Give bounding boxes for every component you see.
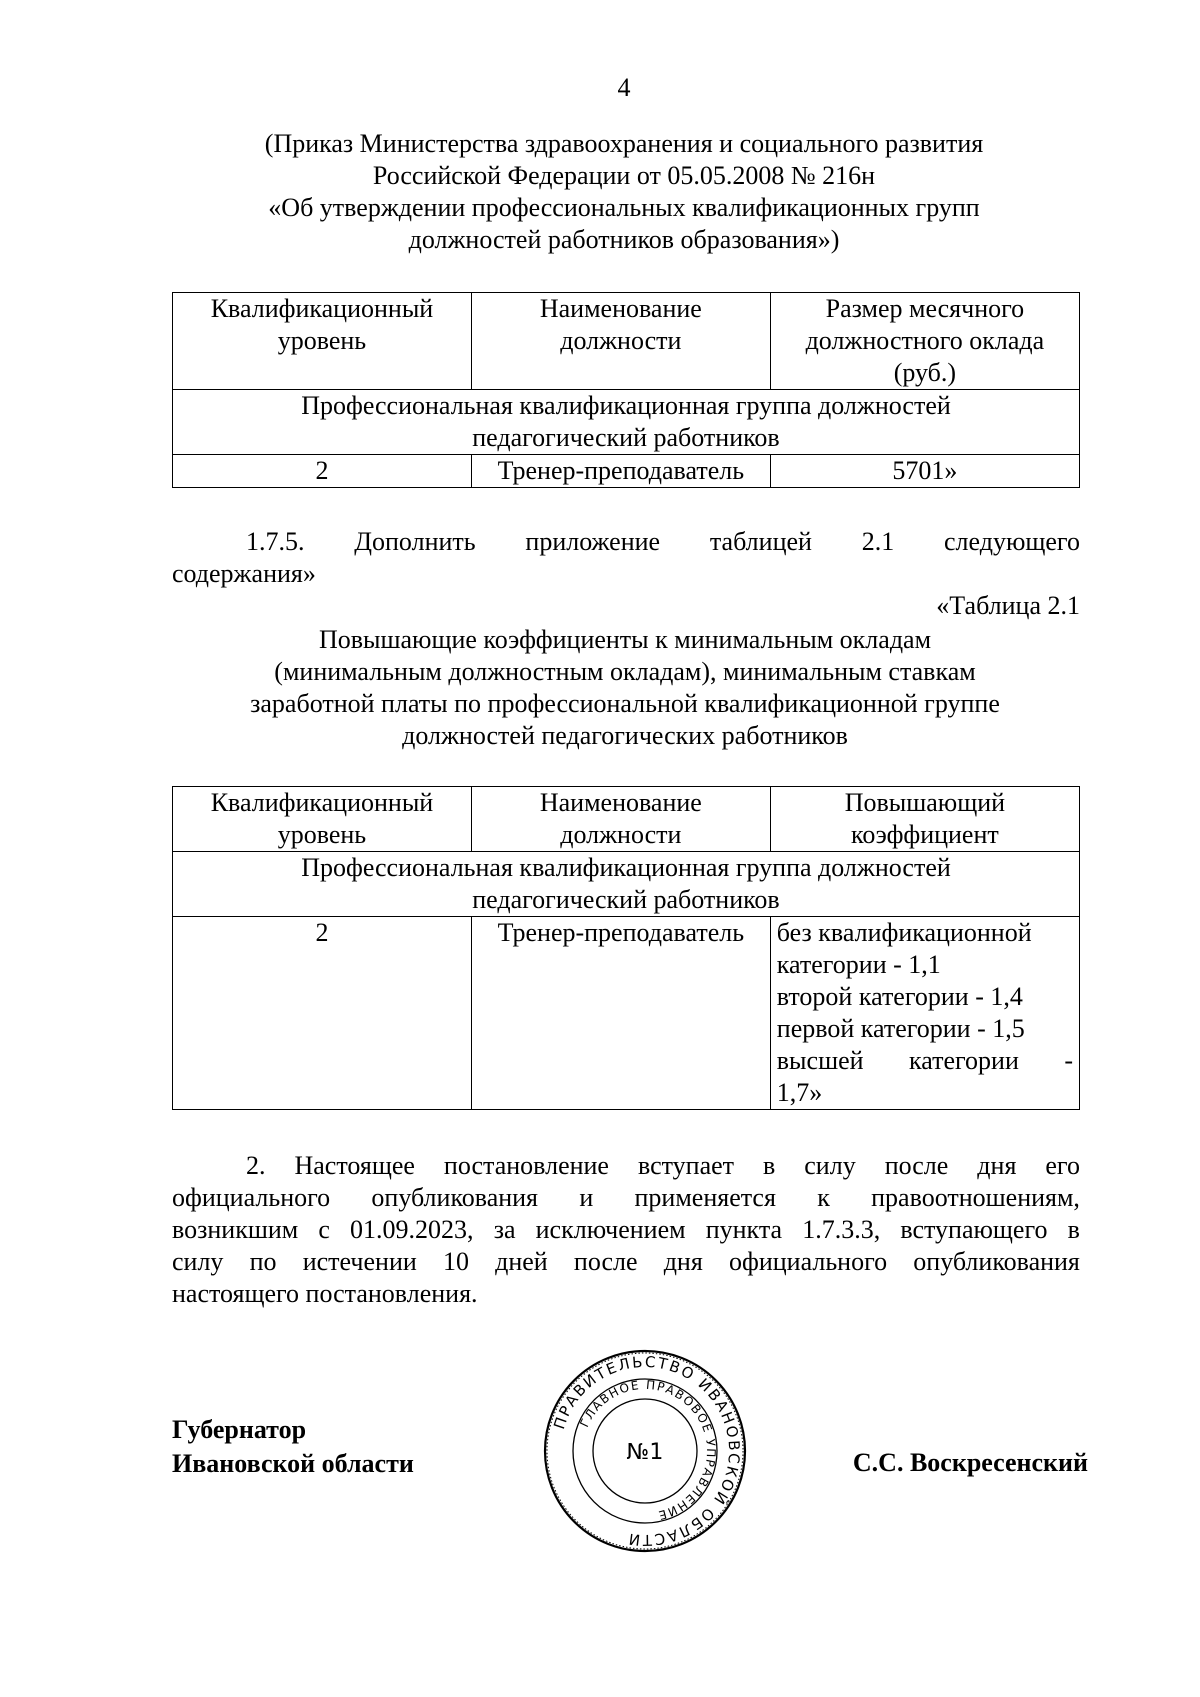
page-number: 4 bbox=[617, 73, 631, 102]
caption-line: должностей педагогических работников bbox=[402, 721, 848, 750]
seal-inner-text: ГЛАВНОЕ ПРАВОВОЕ УПРАВЛЕНИЕ bbox=[577, 1377, 719, 1523]
signer-name: С.С. Воскресенский bbox=[852, 1448, 1088, 1477]
table-header-row bbox=[173, 787, 1080, 852]
caption-line: Повышающие коэффициенты к минимальным окладам bbox=[318, 625, 932, 654]
seal-number: №1 bbox=[626, 1440, 664, 1465]
header-cell-level: Квалификационный уровень bbox=[173, 787, 472, 852]
table-row bbox=[173, 917, 1080, 1110]
coefficient-line: высшей категории - bbox=[776, 1046, 1073, 1075]
coefficient-line: второй категории - 1,4 bbox=[776, 982, 1023, 1011]
heading-line: Российской Федерации от 05.05.2008 № 216н bbox=[372, 161, 876, 190]
table-row bbox=[173, 455, 1080, 488]
table-group-row bbox=[173, 390, 1080, 455]
paragraph-line: 2. Настоящее постановление вступает в силу после дня его bbox=[246, 1151, 1080, 1180]
heading-line: «Об утверждении профессиональных квалификационных групп bbox=[268, 193, 980, 222]
group-title-cell: Профессиональная квалификационная группа должностей педагогический работников bbox=[173, 852, 1080, 917]
level-cell: 2 bbox=[173, 917, 472, 1110]
level-cell: 2 bbox=[173, 455, 472, 488]
header-cell-position: Наименование должности bbox=[471, 293, 770, 390]
header-cell-salary: Размер месячного должностного оклада (руб.) bbox=[770, 293, 1079, 390]
coefficient-line: первой категории - 1,5 bbox=[776, 1014, 1025, 1043]
coefficient-table bbox=[172, 786, 1080, 1110]
header-cell-position: Наименование должности bbox=[471, 787, 770, 852]
table-header-row bbox=[173, 293, 1080, 390]
table-caption bbox=[160, 624, 1090, 752]
caption-line: заработной платы по профессиональной квалификационной группе bbox=[250, 689, 1000, 718]
header-cell-coefficient: Повышающий коэффициент bbox=[770, 787, 1079, 852]
coefficient-line: без квалификационной bbox=[776, 918, 1032, 947]
paragraph-1-7-5 bbox=[172, 526, 1080, 590]
table-group-row bbox=[173, 852, 1080, 917]
table-label: «Таблица 2.1 bbox=[936, 591, 1080, 620]
header-cell-level: Квалификационный уровень bbox=[173, 293, 472, 390]
salary-cell: 5701» bbox=[770, 455, 1079, 488]
caption-line: (минимальным должностным окладам), минимальным ставкам bbox=[274, 657, 976, 686]
signer-title: Губернатор Ивановской области bbox=[172, 1415, 414, 1478]
paragraph-line: 1.7.5. Дополнить приложение таблицей 2.1 следующего bbox=[246, 527, 1080, 556]
position-cell: Тренер-преподаватель bbox=[471, 917, 770, 1110]
paragraph-line: содержания» bbox=[172, 559, 316, 588]
coefficient-cell bbox=[770, 917, 1079, 1110]
official-seal bbox=[540, 1346, 750, 1556]
paragraph-line: официального опубликования и применяется к правоотношениям, bbox=[172, 1183, 1080, 1212]
heading-line: (Приказ Министерства здравоохранения и социального развития bbox=[264, 129, 984, 158]
salary-table bbox=[172, 292, 1080, 488]
document-heading bbox=[120, 128, 1128, 256]
coefficient-line: категории - 1,1 bbox=[776, 950, 941, 979]
position-cell: Тренер-преподаватель bbox=[471, 455, 770, 488]
heading-line: должностей работников образования») bbox=[408, 225, 840, 254]
paragraph-line: силу по истечении 10 дней после дня официального опубликования bbox=[172, 1247, 1080, 1276]
paragraph-line: возникшим с 01.09.2023, за исключением пункта 1.7.3.3, вступающего в bbox=[172, 1215, 1080, 1244]
paragraph-2 bbox=[172, 1150, 1080, 1310]
seal-outer-text: ПРАВИТЕЛЬСТВО ИВАНОВСКОЙ ОБЛАСТИ bbox=[550, 1352, 744, 1550]
coefficient-line: 1,7» bbox=[776, 1078, 823, 1107]
group-title-cell: Профессиональная квалификационная группа должностей педагогический работников bbox=[173, 390, 1080, 455]
paragraph-line: настоящего постановления. bbox=[172, 1279, 478, 1308]
